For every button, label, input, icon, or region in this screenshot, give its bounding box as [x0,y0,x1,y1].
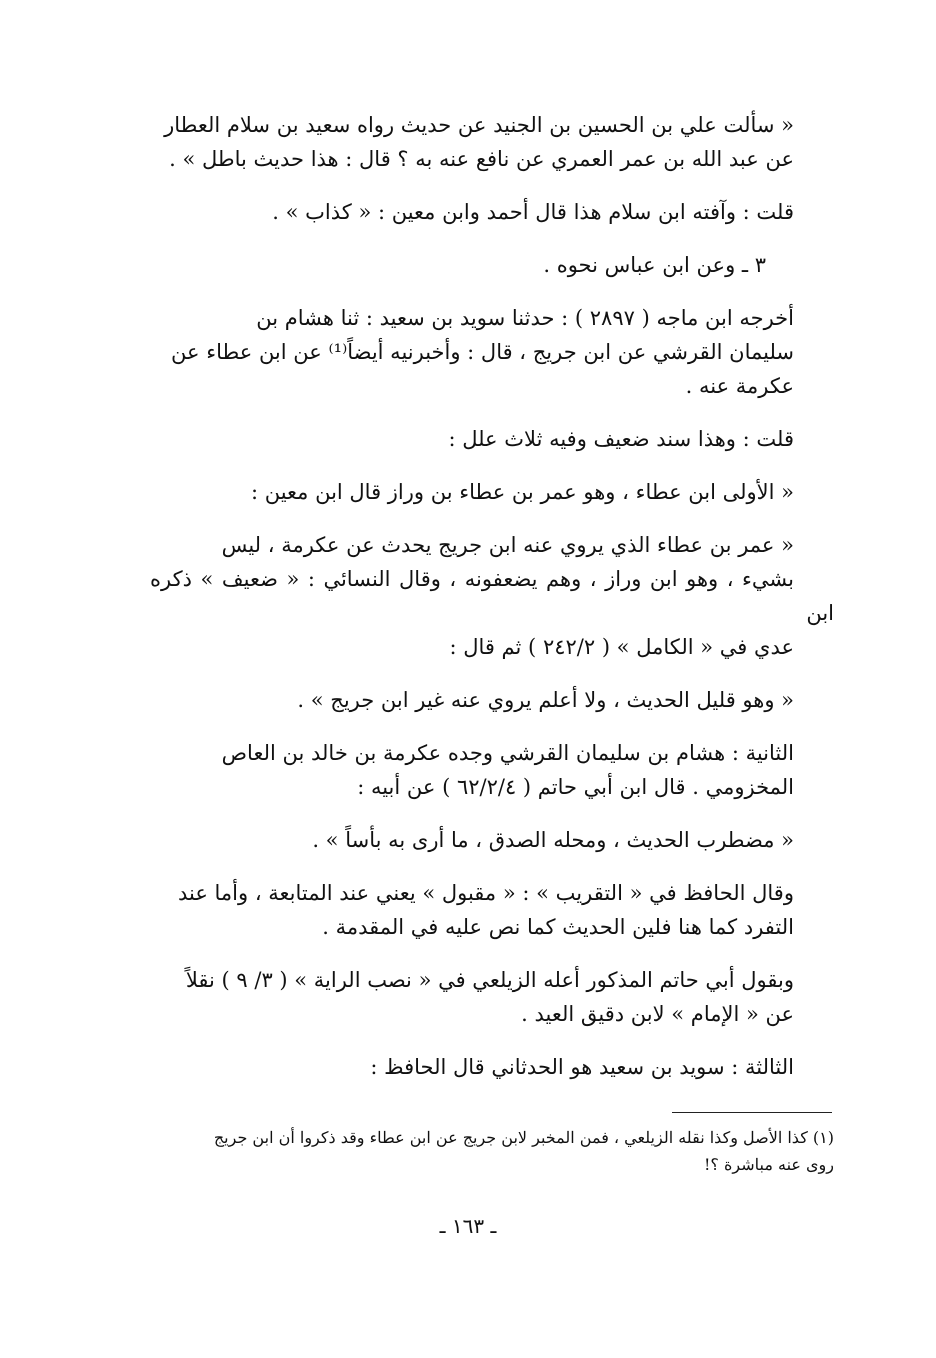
text-line: قلت : وآفته ابن سلام هذا قال أحمد وابن معين : « كذاب » . [272,200,794,224]
footnote-line: روى عنه مباشرة ؟! [704,1155,834,1174]
paragraph [150,475,834,509]
paragraph [150,1050,834,1084]
page-number: ـ ١٦٣ ـ [439,1214,497,1238]
text-line: ٣ ـ وعن ابن عباس نحوه . [543,253,766,277]
text-line: « الأولى ابن عطاء ، وهو عمر بن عطاء بن وراز قال ابن معين : [250,480,794,504]
main-text [150,108,834,1103]
text-line: عن « الإمام » لابن دقيق العيد . [521,1002,794,1026]
paragraph [150,736,834,804]
text-line: قلت : وهذا سند ضعيف وفيه ثلاث علل : [448,427,794,451]
text-line: « عمر بن عطاء الذي يروي عنه ابن جريج يحدث عن عكرمة ، ليس [221,533,794,557]
text-line: الثانية : هشام بن سليمان القرشي وجده عكرمة بن خالد بن العاص [221,741,794,765]
footnote-separator [672,1112,832,1113]
text-line: وقال الحافظ في « التقريب » : « مقبول » يعني عند المتابعة ، وأما عند [177,881,794,905]
text-line: عكرمة عنه . [685,374,794,398]
paragraph [150,301,834,403]
text-line: « وهو قليل الحديث ، ولا أعلم يروي عنه غير ابن جريج » . [297,688,794,712]
paragraph [150,195,834,229]
paragraph [150,108,834,176]
text-line: وبقول أبي حاتم المذكور أعله الزيلعي في « نصب الراية » ( ٣/ ٩ ) نقلاً [185,968,794,992]
paragraph [150,823,834,857]
footnote [150,1124,834,1178]
paragraph [150,683,834,717]
text-line: عدي في « الكامل » ( ٢٤٢/٢ ) ثم قال : [449,635,794,659]
text-line: سليمان القرشي عن ابن جريج ، قال : وأخبرنيه أيضاً⁽¹⁾ عن ابن عطاء عن [171,340,794,364]
text-line: بشيء ، وهو ابن وراز ، وهم يضعفونه ، وقال النسائي : « ضعيف » ذكره ابن [150,567,834,625]
paragraph [150,876,834,944]
paragraph [150,528,834,664]
paragraph [150,963,834,1031]
text-line: الثالثة : سويد بن سعيد هو الحدثاني قال الحافظ : [370,1055,794,1079]
text-line: عن عبد الله بن عمر العمري عن نافع عنه به ؟ قال : هذا حديث باطل » . [169,147,794,171]
text-line: « سألت علي بن الحسين بن الجنيد عن حديث رواه سعيد بن سلام العطار [164,113,794,137]
text-line: المخزومي . قال ابن أبي حاتم ( ٦٢/٢/٤ ) عن أبيه : [357,775,794,799]
paragraph [150,422,834,456]
paragraph [150,248,834,282]
text-line: التفرد كما هنا فلين الحديث كما نص عليه في المقدمة . [322,915,794,939]
text-line: « مضطرب الحديث ، ومحله الصدق ، ما أرى به بأساً » . [312,828,794,852]
footnote-line: (١) كذا الأصل وكذا نقله الزيلعي ، فمن المخبر لابن جريج عن ابن عطاء وقد ذكروا أن ابن جريج [213,1128,834,1147]
text-line: أخرجه ابن ماجه ( ٢٨٩٧ ) : حدثنا سويد بن سعيد : ثنا هشام بن [256,306,794,330]
